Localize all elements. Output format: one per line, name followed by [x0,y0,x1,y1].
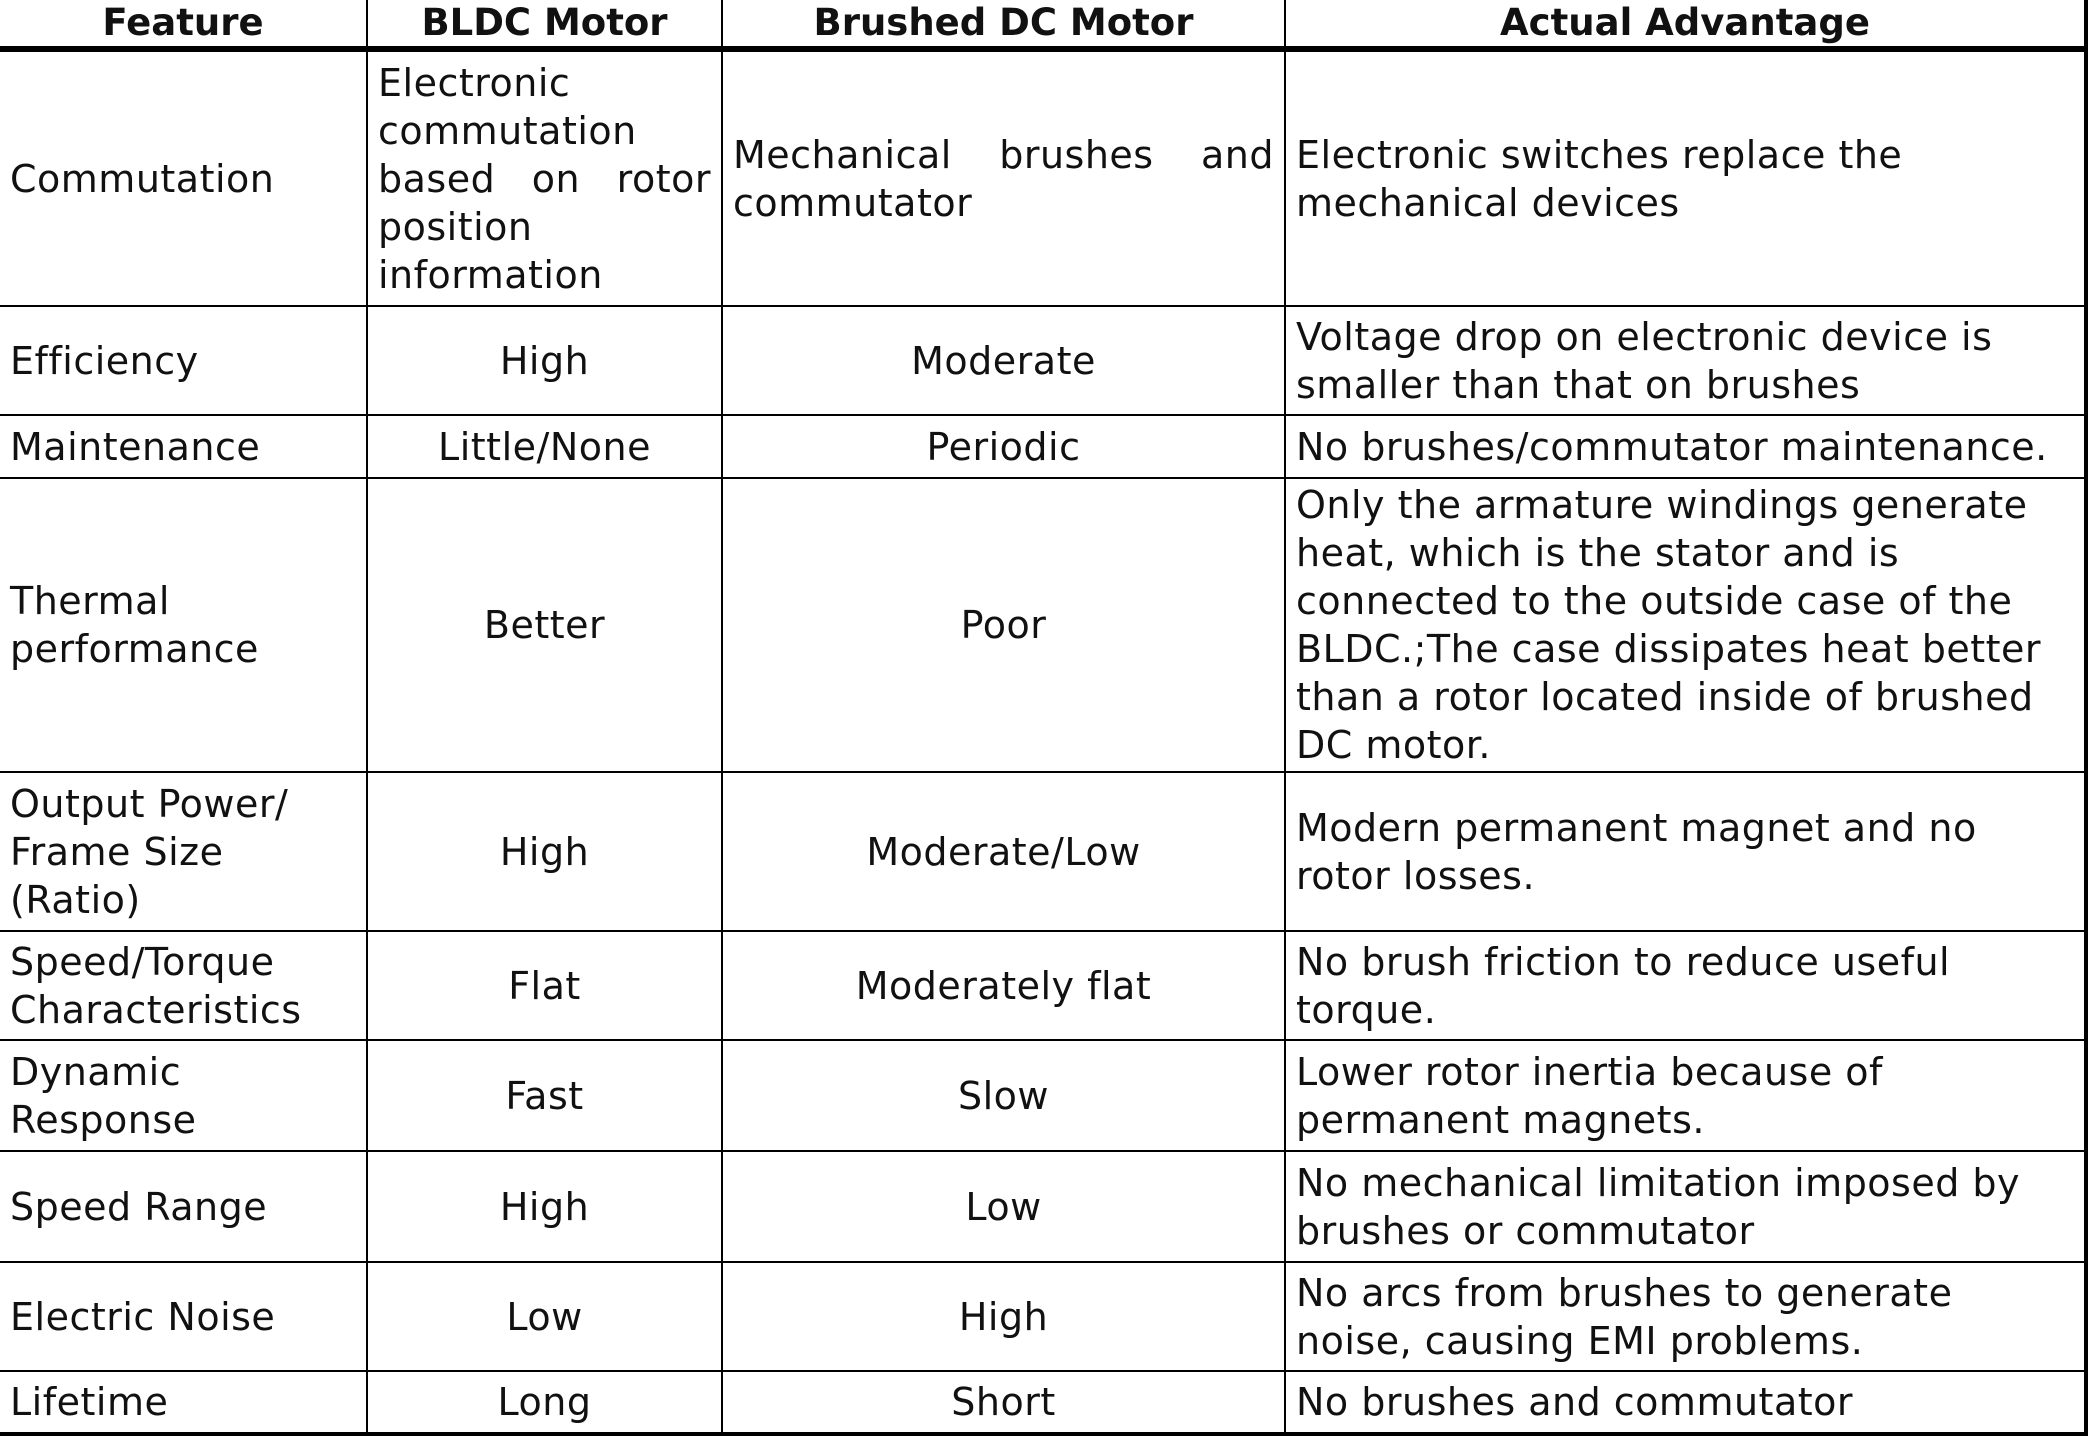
cell-advantage: Voltage drop on electronic device is smaller than that on brushes [1285,306,2086,415]
cell-advantage: No arcs from brushes to generate noise, causing EMI problems. [1285,1262,2086,1371]
cell-feature: Commutation [0,49,367,306]
cell-feature: Dynamic Response [0,1040,367,1151]
cell-advantage: No brushes/commutator maintenance. [1285,415,2086,478]
cell-brushed: Short [722,1371,1285,1434]
header-bldc: BLDC Motor [367,0,722,49]
cell-brushed: Moderate [722,306,1285,415]
cell-bldc: High [367,1151,722,1262]
table-row [0,1151,2086,1262]
cell-bldc: Better [367,478,722,772]
cell-brushed: Moderate/Low [722,772,1285,931]
cell-brushed: Slow [722,1040,1285,1151]
cell-bldc: Electronic commutation based on rotor position information [367,49,722,306]
cell-feature: Lifetime [0,1371,367,1434]
cell-feature: Electric Noise [0,1262,367,1371]
cell-bldc: High [367,772,722,931]
table-row [0,1262,2086,1371]
header-advantage: Actual Advantage [1285,0,2086,49]
cell-bldc: Low [367,1262,722,1371]
cell-feature: Efficiency [0,306,367,415]
table-row [0,772,2086,931]
header-brushed: Brushed DC Motor [722,0,1285,49]
table-row [0,415,2086,478]
table-row [0,306,2086,415]
cell-feature: Thermal performance [0,478,367,772]
cell-advantage: No mechanical limitation imposed by brushes or commutator [1285,1151,2086,1262]
cell-bldc: Little/None [367,415,722,478]
table-row [0,49,2086,306]
cell-feature: Output Power/ Frame Size (Ratio) [0,772,367,931]
cell-advantage: Modern permanent magnet and no rotor losses. [1285,772,2086,931]
cell-advantage: Lower rotor inertia because of permanent magnets. [1285,1040,2086,1151]
cell-bldc: Flat [367,931,722,1040]
cell-advantage: No brush friction to reduce useful torque. [1285,931,2086,1040]
cell-brushed: Low [722,1151,1285,1262]
cell-feature: Maintenance [0,415,367,478]
header-row [0,0,2086,49]
table-row [0,478,2086,772]
cell-bldc: High [367,306,722,415]
cell-bldc: Fast [367,1040,722,1151]
cell-bldc: Long [367,1371,722,1434]
cell-feature: Speed Range [0,1151,367,1262]
table-row [0,1040,2086,1151]
header-feature: Feature [0,0,367,49]
cell-advantage: No brushes and commutator [1285,1371,2086,1434]
cell-brushed: Poor [722,478,1285,772]
cell-advantage: Electronic switches replace the mechanical devices [1285,49,2086,306]
table-row [0,931,2086,1040]
cell-brushed: Periodic [722,415,1285,478]
cell-advantage: Only the armature windings generate heat, which is the stator and is connected to the outside case of the BLDC.;The case dissipates heat better than a rotor located inside of brushed DC motor. [1285,478,2086,772]
cell-brushed: Moderately flat [722,931,1285,1040]
cell-brushed: Mechanical brushes and commutator [722,49,1285,306]
cell-feature: Speed/Torque Characteristics [0,931,367,1040]
cell-brushed: High [722,1262,1285,1371]
